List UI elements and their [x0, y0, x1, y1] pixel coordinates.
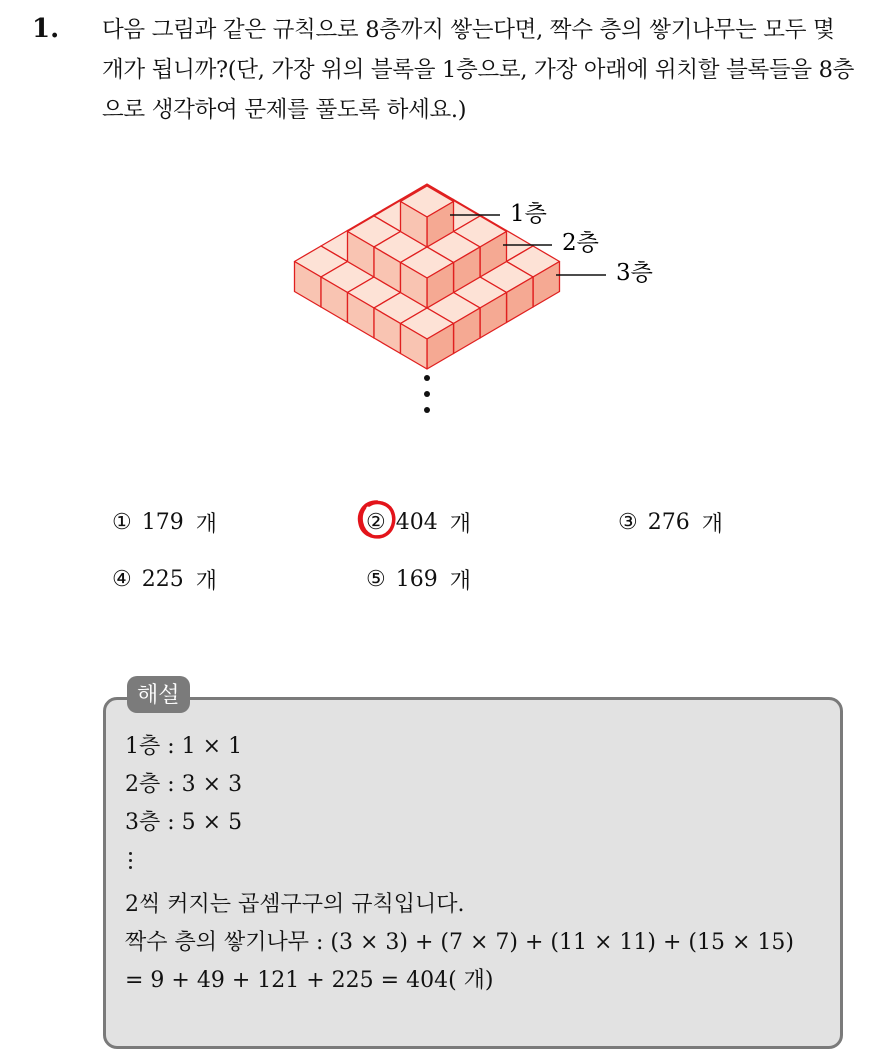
choice-unit: 개 — [701, 512, 723, 537]
solution-line: 짝수 층의 쌓기나무 : (3 × 3) + (7 × 7) + (11 × 11) + (15 × 15) — [125, 930, 794, 955]
choice-3[interactable] — [618, 507, 723, 538]
choice-unit: 개 — [449, 569, 471, 594]
solution-line: = 9 + 49 + 121 + 225 = 404( 개) — [125, 968, 494, 993]
choice-5[interactable] — [366, 564, 471, 595]
choice-unit: 개 — [449, 512, 471, 537]
choice-4[interactable] — [112, 564, 217, 595]
continuation-dots — [424, 375, 430, 413]
solution-line: 2층 : 3 × 3 — [125, 772, 243, 797]
question-text: 다음 그림과 같은 규칙으로 8층까지 쌓는다면, 짝수 층의 쌓기나무는 모두 몇 개가 됩니까?(단, 가장 위의 블록을 1층으로, 가장 아래에 위치할 블록들을 8층으로 생각하여 문제를 풀도록 하세요.) — [102, 17, 855, 123]
choice-value: 179 — [141, 510, 184, 535]
choice-value: 169 — [395, 567, 438, 592]
solution-line: 2씩 커지는 곱셈구구의 규칙입니다. — [125, 892, 465, 917]
choice-value: 225 — [141, 567, 184, 592]
answer-circle-mark — [355, 498, 399, 542]
choice-mark: ⑤ — [366, 567, 386, 592]
solution-tab: 해설 — [127, 676, 190, 713]
choice-mark: ④ — [112, 567, 132, 592]
solution-line: 1층 : 1 × 1 — [125, 734, 243, 759]
choice-mark: ① — [112, 510, 132, 535]
layer-label-3: 3층 — [616, 260, 653, 286]
question-number: 1. — [32, 14, 60, 44]
choice-value: 404 — [395, 510, 438, 535]
layer-label-1: 1층 — [510, 201, 547, 227]
choice-value: 276 — [647, 510, 690, 535]
block-stack-figure — [290, 178, 670, 428]
choice-mark: ③ — [618, 510, 638, 535]
choice-unit: 개 — [195, 512, 217, 537]
choice-1[interactable] — [112, 507, 217, 538]
choice-mark: ② — [366, 510, 386, 535]
choice-unit: 개 — [195, 569, 217, 594]
solution-content — [125, 728, 794, 1000]
layer-label-2: 2층 — [562, 230, 599, 256]
vertical-ellipsis — [129, 852, 794, 882]
solution-line: 3층 : 5 × 5 — [125, 810, 243, 835]
